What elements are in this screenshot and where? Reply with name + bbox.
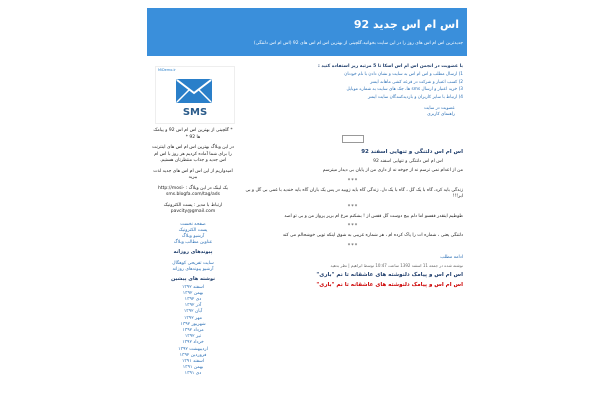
menu-item-home[interactable]: صفحه نخست [180,221,206,227]
archive-item[interactable]: دی ۱۳۹۲ [184,296,202,302]
notice-item[interactable]: 2) کسب اعتبار و شرکت در قرعه کشی ماهانه ایمتر [370,79,463,85]
notice-item[interactable]: 1) ارسال مطلب و اس ام اس به سایت و نشان دادن با نام خودتان [344,72,463,77]
archive-item[interactable]: شهریور ۱۳۹۲ [180,321,206,327]
separator-stars: *** [347,177,359,184]
archive-list [151,285,235,378]
sidebar-intro: * گلچینی از بهترین اس ام اس 92 و پیامک ها 92 * [153,128,233,140]
separator-stars: *** [347,242,359,249]
post-text: زندگی باید کرد، گاه با یک گل ، گاه با یک دل. زندگی گاه باید زوبید در پس یک باران گاه باید خندید با غمی بی گل و بی ابر!!! [245,187,463,199]
archive-item[interactable]: خرداد ۱۳۹۲ [182,340,204,346]
post-title[interactable]: اس ام اس دلتنگی و تنهایی اسفند 92 [361,149,463,155]
sms-label: SMS [182,107,208,118]
envelope-icon [176,79,212,103]
post-subtitle: اس ام اس دلتنگی و تنهایی اسفند 92 [373,159,443,164]
notice-item[interactable]: 4) ارتباط با سایر کاربران و بازدیدکنندگان سایت ایمتر [368,94,463,100]
archive-item[interactable]: اردیبهشت ۱۳۹۲ [178,346,208,352]
post-footer: نوشته شده در جمعه 11 اسفند 1392 ساعت 10:47 توسط ابراهیم | نظر بدهید [330,262,463,268]
archive-item[interactable]: مرداد ۱۳۹۲ [182,327,204,333]
daily-links-title: پیوندهای روزانه [173,248,213,255]
archive-item[interactable]: آبان ۱۳۹۲ [183,309,203,315]
notice-item[interactable]: 3) خرید اعتبار و ارسال sms ها، جک های سایت به شماره موبایل [346,87,463,92]
blog-container [147,0,467,400]
separator-stars: *** [347,223,359,229]
separator-stars: *** [347,203,359,210]
sidebar-blurb: در این وبلاگ بهترین اس ام اس های اینترنت را برای شما آماده کردیم هر روز با اس ام اس جدید و جذاب منتظرتان هستیم. [152,145,234,163]
menu-item-archive[interactable]: آرشیو وبلاگ [181,233,205,239]
member-links [251,106,455,117]
main-column [243,60,463,288]
sidebar [151,66,235,378]
archive-item[interactable]: آذر ۱۳۹۲ [184,303,202,309]
archive-item[interactable]: اسفند ۱۳۹۱ [181,358,205,364]
sidebar-contact[interactable]: ارتباط با مدیر : پست الکترونیک pavcity@gmail.com [163,202,223,214]
menu-item-titles[interactable]: عناوین مطالب وبلاگ [173,239,213,245]
sms-banner[interactable] [155,66,235,124]
post-title[interactable]: اس ام اس و پیامک دلنوشته های عاشقانه تا نم "باری" [316,271,463,278]
archive-item[interactable]: دی ۱۳۹۱ [184,371,202,377]
archive-item[interactable]: بهمن ۱۳۹۲ [182,290,204,296]
site-header [147,8,467,56]
post-title-red[interactable]: اس ام اس و پیامک دلنوشته های عاشقانه تا نم "باری" [316,281,463,288]
post-text: دلتنگی یعنی ، شماره ات را پاک کرده ام ، هر شماره غریبی به شوق اینکه تویی خوشحالم می کند [282,233,463,238]
daily-links [151,261,235,273]
archive-item[interactable]: اسفند ۱۳۹۲ [181,284,205,290]
post-text: من از اعدام نمی ترسم نه از جوخه نه از داری من از پایان بی دیدار میترسم [322,168,463,173]
menu-item-email[interactable]: پست الکترونیک [178,227,208,233]
content-area [147,60,467,400]
daily-link-archive[interactable]: آرشیو پیوندهای روزانه [172,266,214,272]
post-text: طوطیم اینقدر قفسو اما دلم بیچ دوست گل قفس از ! بشکنم مرغ ام بریر پرواز من و بی تو اصد [284,213,463,219]
site-description: جدیدترین اس ام اس های روز را در این سایت بخوانید.گلچینی از بهترین اس ام اس های 92 (اس ام اس دلتنگی) [253,41,463,46]
sidebar-menu [151,222,235,246]
sidebar-hope: امیدواریم از این اس ام اس های جدید لذت ببرید [153,168,233,180]
envelope-shape [176,79,212,103]
archive-item[interactable]: فروردین ۱۳۹۲ [179,352,207,358]
search-input[interactable] [342,135,364,143]
link-register[interactable]: عضویت در سایت [424,106,455,111]
notice-list [243,71,463,101]
site-title[interactable]: اس ام اس جدید 92 [353,18,459,31]
read-more-link[interactable]: ادامه مطلب [440,254,463,260]
archive-item[interactable]: بهمن ۱۳۹۱ [182,365,204,371]
archive-item[interactable]: مهر ۱۳۹۲ [183,315,203,321]
member-notice: با عضویت در انجمن اس ام اس اسکا تا 5 مرتبه زیر استفاده کنید : [318,64,463,69]
link-help[interactable]: راهنمای کاربری [427,111,455,117]
daily-link[interactable]: سایت تفریحی کوهگال [172,260,214,266]
archive-item[interactable]: تیر ۱۳۹۲ [184,334,202,340]
banner-brand: MiDemo.ir [158,68,176,72]
archive-title: نوشته های پیشین [171,275,215,282]
sidebar-links-line[interactable]: یک لینک در این وبلاگ : http://mosi-sms.blogfa.com/tag/ads [158,185,228,197]
